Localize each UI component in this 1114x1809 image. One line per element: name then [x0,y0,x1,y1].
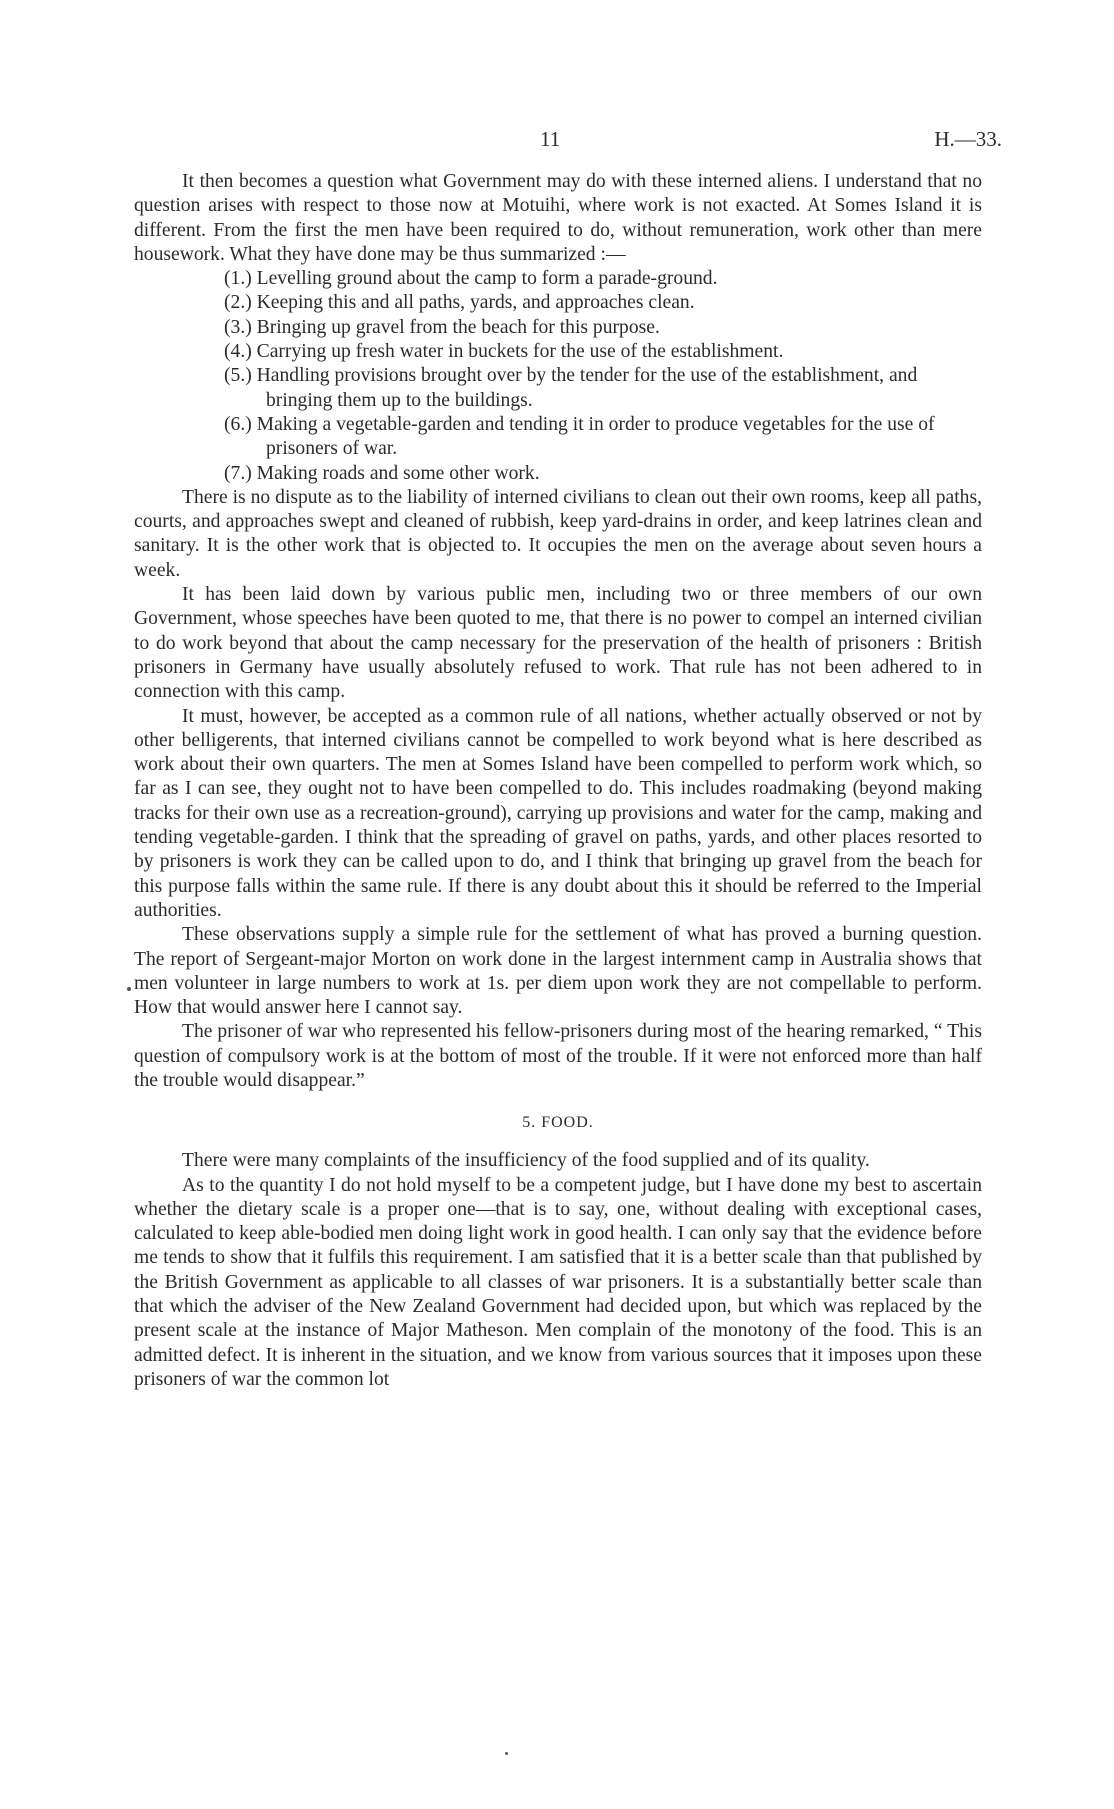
paragraph: The prisoner of war who represented his fellow-prisoners during most of the hearing remarked, “ This question of compulsory work is at the bottom of most of the trouble. If it were not enforced more than half the trouble would disappear.” [134,1021,982,1091]
section-heading: 5. FOOD. [522,1114,594,1132]
list-item: (1.) Levelling ground about the camp to form a parade-ground. [224,268,718,290]
paragraph: As to the quantity I do not hold myself to be a competent judge, but I have done my best to ascertain whether the dietary scale is a proper one—that is to say, one, without dealing with exceptional cases, calculated to keep able-bodied men doing light work in good health. I can only say that the evidence before me tends to show that it fulfils this requirement. I am satisfied that it is a better scale than that published by the British Government as applicable to all classes of war prisoners. It is a substantially better scale than that which the adviser of the New Zealand Government had decided upon, but which was replaced by the present scale at the instance of Major Matheson. Men complain of the monotony of the food. This is an admitted defect. It is inherent in the situation, and we know from various sources that it imposes upon these prisoners of war the common lot [134,1174,982,1390]
list-item: (3.) Bringing up gravel from the beach for this purpose. [224,316,660,338]
scan-speck [505,1752,508,1755]
paragraph: These observations supply a simple rule for the settlement of what has proved a burning question. The report of Sergeant-major Morton on work done in the largest internment camp in Australia shows that men volunteer in large numbers to work at 1s. per diem upon work they are not compellable to perform. How that would answer here I cannot say. [134,924,982,1019]
margin-mark [127,987,131,991]
list-item: (2.) Keeping this and all paths, yards, and approaches clean. [224,292,695,314]
work-list [134,267,982,486]
page-number: 11 [540,127,561,151]
document-body [134,170,982,1392]
intro-paragraph: It then becomes a question what Government may do with these interned aliens. I understand that no question arises with respect to those now at Motuihi, where work is not exacted. At Somes Island it is different. From the first the men have been required to do, without remuneration, work other than mere housework. What they have done may be thus summarized :— [134,171,982,265]
paragraph: It must, however, be accepted as a common rule of all nations, whether actually observed or not by other belligerents, that interned civilians cannot be compelled to work beyond what is here described as work about their own quarters. The men at Somes Island have been compelled to perform work which, so far as I can see, they ought not to have been compelled to do. This includes roadmaking (beyond making tracks for their own use as a recreation-ground), carrying up provisions and water for the camp, making and tending vegetable-garden. I think that the spreading of gravel on paths, yards, and other places resorted to by prisoners is work they can be called upon to do, and I think that bringing up gravel from the beach for this purpose falls within the same rule. If there is any doubt about this it should be referred to the Imperial authorities. [134,705,982,921]
list-item: (5.) Handling provisions brought over by the tender for the use of the establishment, and bringing them up to the buildings. [224,365,918,411]
document-code: H.—33. [934,127,1002,151]
paragraph: There is no dispute as to the liability of interned civilians to clean out their own rooms, keep all paths, courts, and approaches swept and cleaned of rubbish, keep yard-drains in order, and keep latrines clean and sanitary. It is the other work that is objected to. It occupies the men on the average about seven hours a week. [134,486,982,581]
paragraph: There were many complaints of the insufficiency of the food supplied and of its quality. [182,1150,870,1172]
list-item: (7.) Making roads and some other work. [224,462,540,484]
paragraph: It has been laid down by various public men, including two or three members of our own Government, whose speeches have been quoted to me, that there is no power to compel an interned civilian to do work beyond that about the camp necessary for the preservation of the health of prisoners : British prisoners in Germany have usually absolutely refused to work. That rule has not been adhered to in connection with this camp. [134,584,982,703]
list-item: (6.) Making a vegetable-garden and tending it in order to produce vegetables for the use of prisoners of war. [224,413,935,460]
list-item: (4.) Carrying up fresh water in buckets for the use of the establishment. [224,341,784,363]
